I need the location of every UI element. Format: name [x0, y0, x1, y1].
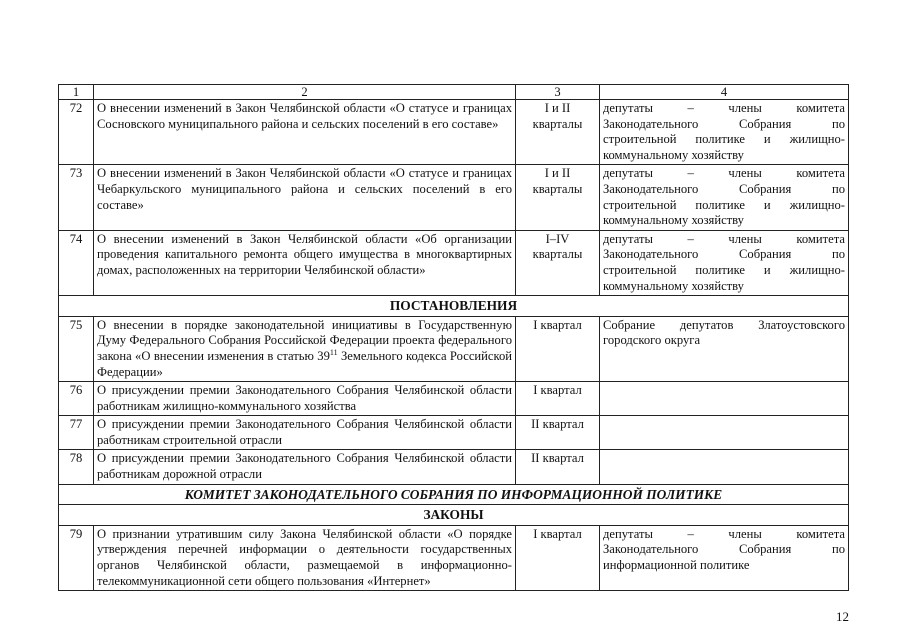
table-row [59, 316, 849, 381]
period-line: I и II [544, 101, 571, 115]
row-number: 72 [59, 100, 94, 165]
row-responsible: Собрание депутатов Златоустовского городского округа [600, 316, 849, 381]
description-text: О внесении в порядке законодательной инициативы в Государственную Думу Федерального Собрания Российской Федерации проекта федерального закона «О внесении изменения в статью 39 [97, 317, 512, 363]
period-line: кварталы [532, 181, 583, 196]
row-number: 76 [59, 382, 94, 416]
row-period: I квартал [516, 382, 600, 416]
row-period [516, 100, 600, 165]
table-row [59, 450, 849, 484]
table-row [59, 416, 849, 450]
row-responsible [600, 450, 849, 484]
page-number: 12 [836, 609, 849, 624]
section-row [59, 296, 849, 317]
column-number-row [59, 85, 849, 100]
row-responsible [600, 416, 849, 450]
row-number: 73 [59, 165, 94, 230]
table-row [59, 165, 849, 230]
column-number-2: 2 [94, 85, 516, 100]
table-row [59, 382, 849, 416]
row-responsible: депутаты – члены комитета Законодательного Собрания по строительной политике и жилищно-коммунальному хозяйству [600, 100, 849, 165]
section-row [59, 484, 849, 505]
row-description: О внесении изменений в Закон Челябинской области «О статусе и границах Чебаркульского муниципального района и сельских поселений в его составе» [94, 165, 516, 230]
row-description: О присуждении премии Законодательного Собрания Челябинской области работникам жилищно-коммунального хозяйства [94, 382, 516, 416]
row-number: 79 [59, 525, 94, 590]
row-description: О внесении изменений в Закон Челябинской области «О статусе и границах Сосновского муниципального района и сельских поселений в его составе» [94, 100, 516, 165]
row-period: II квартал [516, 450, 600, 484]
table-row [59, 100, 849, 165]
article-superscript: 11 [329, 347, 338, 357]
row-responsible: депутаты – члены комитета Законодательного Собрания по строительной политике и жилищно-коммунальному хозяйству [600, 230, 849, 295]
row-responsible: депутаты – члены комитета Законодательного Собрания по информационной политике [600, 525, 849, 590]
section-heading-committee: КОМИТЕТ ЗАКОНОДАТЕЛЬНОГО СОБРАНИЯ ПО ИНФОРМАЦИОННОЙ ПОЛИТИКЕ [59, 484, 849, 505]
row-description: О присуждении премии Законодательного Собрания Челябинской области работникам дорожной отрасли [94, 450, 516, 484]
row-description: О внесении изменений в Закон Челябинской области «Об организации проведения капитального ремонта общего имущества в многоквартирных домах, расположенных на территории Челябинской области» [94, 230, 516, 295]
legislative-plan-table [58, 84, 849, 591]
row-period [516, 165, 600, 230]
table-row [59, 230, 849, 295]
plan-table-container [58, 84, 848, 591]
section-row [59, 505, 849, 526]
row-period: I квартал [516, 316, 600, 381]
row-number: 75 [59, 316, 94, 381]
row-description: О признании утратившим силу Закона Челябинской области «О порядке утверждения перечней информации о деятельности государственных органов Челябинской области, размещаемой в информационно-телекоммуникационной сети общего пользования «Интернет» [94, 525, 516, 590]
period-line: I–IV [545, 231, 570, 246]
row-period: II квартал [516, 416, 600, 450]
column-number-1: 1 [59, 85, 94, 100]
row-number: 78 [59, 450, 94, 484]
section-heading-zakony: ЗАКОНЫ [59, 505, 849, 526]
row-responsible: депутаты – члены комитета Законодательного Собрания по строительной политике и жилищно-коммунальному хозяйству [600, 165, 849, 230]
section-heading-postanovleniya: ПОСТАНОВЛЕНИЯ [59, 296, 849, 317]
row-description: О присуждении премии Законодательного Собрания Челябинской области работникам строительной отрасли [94, 416, 516, 450]
row-period: I квартал [516, 525, 600, 590]
row-number: 74 [59, 230, 94, 295]
column-number-3: 3 [516, 85, 600, 100]
column-number-4: 4 [600, 85, 849, 100]
table-row [59, 525, 849, 590]
description-text: Земельного кодекса Российской Федерации» [97, 348, 512, 379]
period-line: кварталы [532, 116, 583, 131]
row-period [516, 230, 600, 295]
period-line: I и II [544, 166, 571, 181]
row-responsible [600, 382, 849, 416]
period-line: кварталы [532, 247, 583, 262]
row-number: 77 [59, 416, 94, 450]
row-description [94, 316, 516, 381]
